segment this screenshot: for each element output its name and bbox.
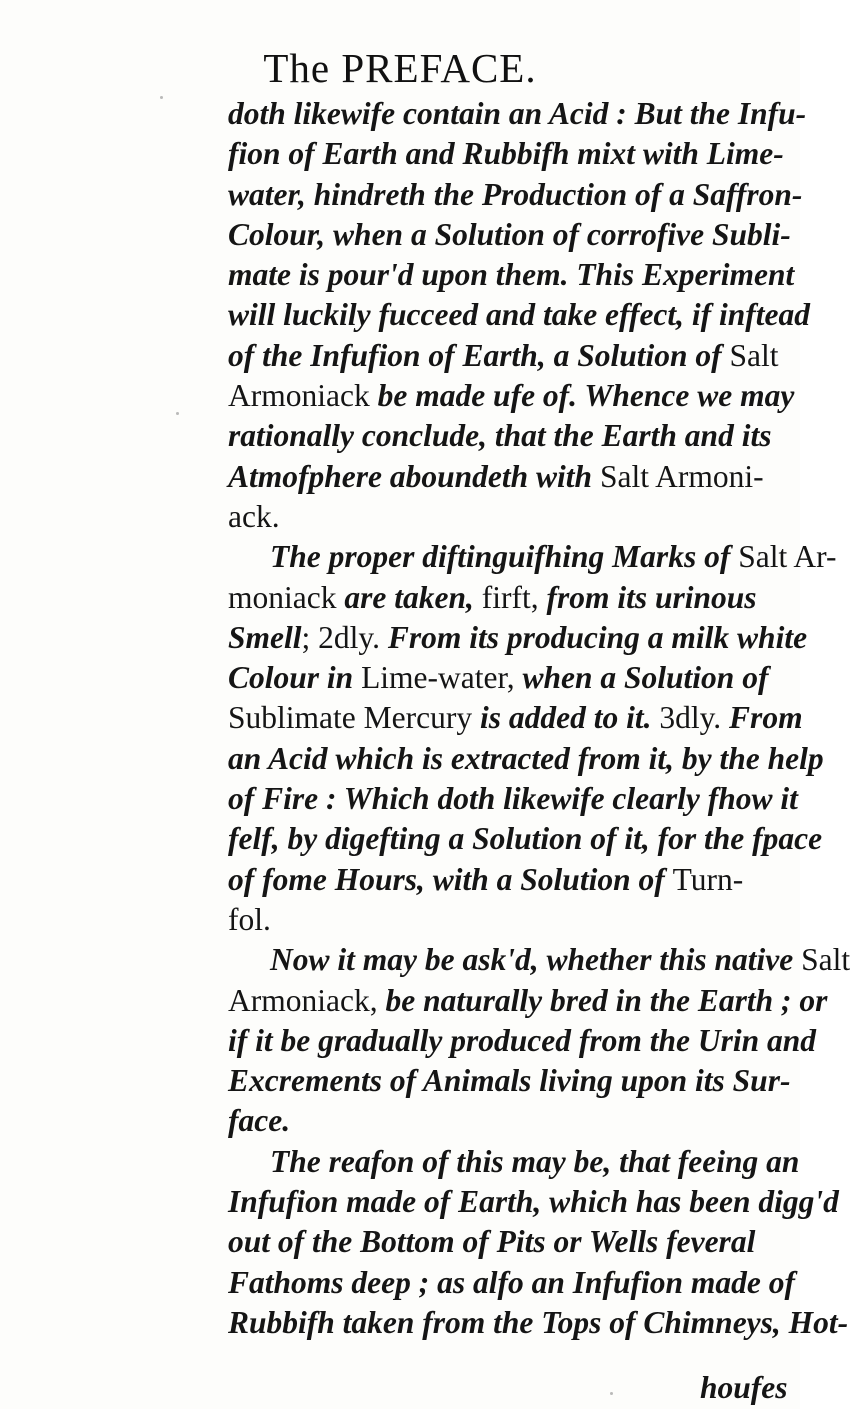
text-line <box>228 376 795 416</box>
italic-run: water, hindreth the Production of a Saffron- <box>228 176 803 212</box>
italic-run: Atmofphere aboundeth with <box>228 458 600 494</box>
italic-run: mate is pour'd upon them. This Experiment <box>228 257 795 293</box>
text-line <box>228 779 798 819</box>
roman-run: fol. <box>228 901 271 937</box>
italic-run: rationally conclude, that the Earth and its <box>228 418 772 454</box>
text-line <box>228 295 811 335</box>
italic-run: Smell <box>228 619 302 655</box>
italic-run: an Acid which is extracted from it, by the help <box>228 740 824 776</box>
roman-run: 3dly. <box>659 700 730 736</box>
italic-run: are taken, <box>344 579 482 615</box>
roman-run: Turn- <box>672 861 744 897</box>
italic-run: doth likewife contain an Acid : But the Infu- <box>228 96 807 131</box>
text-line <box>228 255 795 295</box>
roman-run: Salt Armoni- <box>599 458 764 494</box>
italic-run: is added to it. <box>479 700 660 736</box>
italic-run: Colour, when a Solution of corrofive Subli- <box>228 216 791 252</box>
italic-run: if it be gradually produced from the Urin and <box>228 1022 817 1058</box>
text-line <box>228 940 850 980</box>
italic-run: of the Infufion of Earth, a Solution of <box>228 337 730 373</box>
italic-run: Fathoms deep ; as alfo an Infufion made of <box>228 1264 796 1300</box>
italic-run: of fome Hours, with a Solution of <box>228 861 673 897</box>
italic-run: Colour in <box>228 660 362 696</box>
italic-run: felf, by digefting a Solution of it, for the fpace <box>228 821 823 857</box>
italic-run: be made ufe of. Whence we may <box>377 378 795 414</box>
text-line <box>228 981 828 1021</box>
text-line <box>228 537 837 577</box>
text-line <box>228 457 788 497</box>
text-line <box>228 336 788 376</box>
roman-run: Lime-water, <box>361 660 523 696</box>
italic-run: The reafon of this may be, that feeing an <box>270 1143 800 1179</box>
paper-speck <box>176 412 179 415</box>
roman-run: Salt <box>801 942 850 978</box>
running-head: The PREFACE. <box>263 45 537 91</box>
italic-run: The proper diftinguifhing Marks of <box>270 539 739 575</box>
italic-run: Infufion made of Earth, which has been digg'd <box>228 1184 839 1220</box>
text-line <box>228 1142 800 1182</box>
text-line <box>228 1263 796 1303</box>
roman-run: Armoniack, <box>228 982 386 1018</box>
roman-run: firft, <box>481 579 547 615</box>
paper-speck <box>610 1392 613 1395</box>
text-line <box>228 1101 788 1141</box>
roman-run: ack. <box>228 498 280 534</box>
roman-run: moniack <box>228 579 345 615</box>
catchword: houfes <box>700 1370 788 1405</box>
roman-run: Armoniack <box>228 378 378 414</box>
italic-run: face. <box>228 1103 291 1139</box>
italic-run: out of the Bottom of Pits or Wells feveral <box>228 1224 756 1260</box>
italic-run: From its producing a milk white <box>387 619 808 655</box>
text-line <box>228 860 788 900</box>
text-line <box>228 134 788 174</box>
text-line <box>228 1303 849 1343</box>
text-line <box>228 819 823 859</box>
text-line <box>228 1061 791 1101</box>
italic-run: from its urinous <box>546 579 757 615</box>
text-line <box>228 1222 788 1262</box>
body-text <box>228 94 850 1343</box>
roman-run: Salt Ar- <box>738 539 837 575</box>
text-line <box>228 1021 817 1061</box>
text-line <box>228 94 807 134</box>
italic-run: Rubbifh taken from the Tops of Chimneys, Hot- <box>228 1304 849 1340</box>
italic-run: be naturally bred in the Earth ; or <box>385 982 828 1018</box>
text-line <box>228 215 791 255</box>
text-line <box>228 739 824 779</box>
paper-speck <box>160 96 163 99</box>
italic-run: when a Solution of <box>522 660 769 696</box>
text-line <box>228 416 788 456</box>
text-line <box>228 698 803 738</box>
roman-run: Salt <box>729 337 779 373</box>
text-line <box>228 900 788 940</box>
italic-run: Excrements of Animals living upon its Sur- <box>228 1063 791 1099</box>
text-line <box>228 658 788 698</box>
roman-run: Sublimate Mercury <box>228 700 480 736</box>
italic-run: of Fire : Which doth likewife clearly fhow it <box>228 781 798 817</box>
text-line <box>228 175 803 215</box>
text-line <box>228 578 788 618</box>
italic-run: Now it may be ask'd, whether this native <box>270 942 802 978</box>
text-line <box>228 497 788 537</box>
italic-run: will luckily fucceed and take effect, if inftead <box>228 297 811 333</box>
text-line <box>228 1182 839 1222</box>
roman-run: ; 2dly. <box>301 619 388 655</box>
italic-run: fion of Earth and Rubbifh mixt with Lime- <box>228 136 784 172</box>
text-line <box>228 618 808 658</box>
italic-run: From <box>729 700 803 736</box>
